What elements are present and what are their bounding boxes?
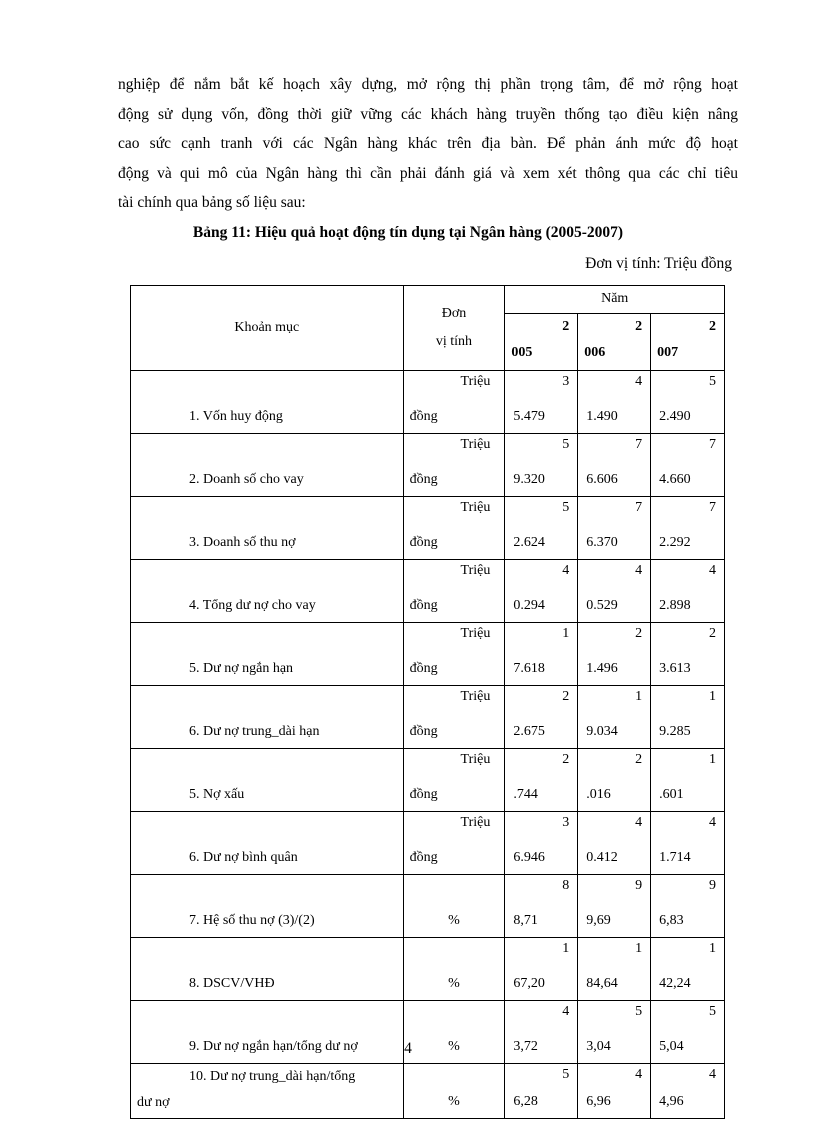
value-cell [578,497,651,560]
value-bottom: 0.529 [586,598,618,613]
header-unit-line1: Đơn [441,306,467,321]
value-bottom: 9.320 [513,472,545,487]
value-bottom: 0.294 [513,598,545,613]
row-unit [403,371,505,434]
value-top: 7 [635,500,643,515]
value-top: 7 [635,437,643,452]
value-top: 3 [562,374,570,389]
row-label-line2: dư nợ [137,1095,170,1110]
value-bottom: .601 [659,787,684,802]
value-cell [505,434,578,497]
value-top: 1 [562,941,570,956]
value-bottom: 4.660 [659,472,691,487]
row-label [131,1064,404,1119]
row-unit [403,623,505,686]
value-top: 4 [635,1067,643,1082]
unit-bottom: đồng [409,472,438,487]
unit-percent: % [448,976,460,991]
value-top: 1 [635,941,643,956]
value-bottom: 6.946 [513,850,545,865]
value-top: 5 [562,1067,570,1082]
value-cell [651,623,725,686]
value-top: 2 [562,689,570,704]
value-top: 1 [562,626,570,641]
value-bottom: 2.675 [513,724,545,739]
table-row [131,560,725,623]
table-row [131,371,725,434]
value-bottom: 6,96 [586,1094,611,1109]
value-cell [651,749,725,812]
value-cell [578,938,651,1001]
value-cell [505,623,578,686]
value-bottom: .744 [513,787,538,802]
unit-top: Triệu [460,626,491,641]
value-cell [505,938,578,1001]
header-year: 2 007 [651,313,725,370]
value-top: 4 [709,563,716,578]
value-top: 9 [709,878,716,893]
unit-top: Triệu [460,563,491,578]
value-bottom: 9.034 [586,724,618,739]
value-cell [651,686,725,749]
row-label: 6. Dư nợ bình quân [131,812,404,875]
value-top: 4 [562,563,570,578]
row-label: 5. Dư nợ ngắn hạn [131,623,404,686]
value-bottom: 8,71 [513,913,538,928]
value-bottom: 9.285 [659,724,691,739]
credit-table [130,285,725,1119]
value-bottom: 7.618 [513,661,545,676]
value-top: 4 [635,815,643,830]
row-unit [403,938,505,1001]
value-cell [578,686,651,749]
value-cell [505,875,578,938]
row-label: 1. Vốn huy động [131,371,404,434]
value-bottom: 2.898 [659,598,691,613]
unit-bottom: đồng [409,598,438,613]
value-cell [505,371,578,434]
table-row [131,497,725,560]
paragraph-line: nghiệp để nắm bắt kế hoạch xây dựng, mở rộng thị phần trọng tâm, để mở rộng hoạt [118,76,738,93]
unit-bottom: đồng [409,787,438,802]
unit-bottom: đồng [409,661,438,676]
table-row [131,686,725,749]
paragraph-line: tài chính qua bảng số liệu sau: [118,194,306,211]
value-bottom: 3,72 [513,1039,538,1054]
value-top: 1 [709,689,716,704]
value-cell [578,623,651,686]
row-label: 9. Dư nợ ngắn hạn/tổng dư nợ [131,1001,404,1064]
table-row [131,812,725,875]
value-bottom: 4,96 [659,1094,684,1109]
unit-bottom: đồng [409,409,438,424]
table-row [131,749,725,812]
value-top: 1 [709,752,716,767]
value-bottom: 5.479 [513,409,545,424]
row-label: 7. Hệ số thu nợ (3)/(2) [131,875,404,938]
value-top: 9 [635,878,643,893]
row-unit [403,875,505,938]
row-label: 5. Nợ xấu [131,749,404,812]
value-top: 1 [635,689,643,704]
value-bottom: 2.292 [659,535,691,550]
value-top: 5 [635,1004,643,1019]
row-label: 8. DSCV/VHĐ [131,938,404,1001]
unit-bottom: đồng [409,850,438,865]
header-unit [403,286,505,371]
value-top: 5 [562,500,570,515]
header-unit-line2: vị tính [435,334,473,349]
value-top: 2 [562,752,570,767]
table-row [131,434,725,497]
header-year: 2 006 [578,313,651,370]
row-unit [403,686,505,749]
value-top: 4 [709,815,716,830]
value-bottom: 9,69 [586,913,611,928]
unit-top: Triệu [460,815,491,830]
page-number: 4 [404,1040,412,1057]
value-top: 1 [709,941,716,956]
row-unit [403,1064,505,1119]
table-row [131,875,725,938]
row-label-line1: 10. Dư nợ trung_dài hạn/tổng [189,1069,356,1084]
row-label: 3. Doanh số thu nợ [131,497,404,560]
table-row [131,938,725,1001]
value-cell [578,875,651,938]
value-bottom: 1.714 [659,850,691,865]
value-cell [505,1064,578,1119]
value-cell [651,1064,725,1119]
row-unit [403,497,505,560]
paragraph-line: động và qui mô của Ngân hàng thì cần phải đánh giá và xem xét thông qua các chỉ tiêu [118,164,738,182]
table-caption: Bảng 11: Hiệu quả hoạt động tín dụng tại Ngân hàng (2005-2007) [192,224,624,241]
unit-percent: % [448,1039,460,1054]
table-row [131,1064,725,1119]
row-unit [403,434,505,497]
value-cell [578,560,651,623]
value-top: 8 [562,878,570,893]
intro-paragraph [118,70,738,218]
unit-bottom: đồng [409,535,438,550]
value-cell [651,497,725,560]
value-top: 5 [709,374,716,389]
value-top: 5 [709,1004,716,1019]
value-cell [505,686,578,749]
value-bottom: 5,04 [659,1039,684,1054]
header-year-group: Năm [505,286,725,314]
value-top: 4 [635,374,643,389]
value-top: 2 [709,626,716,641]
value-cell [505,749,578,812]
value-bottom: 6,83 [659,913,684,928]
value-cell [505,497,578,560]
value-bottom: 84,64 [586,976,618,991]
unit-note: Đơn vị tính: Triệu đồng [585,255,732,272]
value-cell [651,875,725,938]
value-cell [651,434,725,497]
unit-top: Triệu [460,437,491,452]
unit-top: Triệu [460,689,491,704]
row-unit [403,749,505,812]
value-top: 2 [635,626,643,641]
value-bottom: 1.496 [586,661,618,676]
value-cell [505,560,578,623]
value-bottom: 2.624 [513,535,545,550]
row-unit [403,560,505,623]
value-cell [505,812,578,875]
value-bottom: .016 [586,787,611,802]
header-year: 2 005 [505,313,578,370]
value-cell [651,560,725,623]
value-cell [651,938,725,1001]
row-label: 6. Dư nợ trung_dài hạn [131,686,404,749]
value-cell [578,749,651,812]
value-top: 7 [709,437,716,452]
paragraph-line: động sử dụng vốn, đồng thời giữ vững các khách hàng truyền thống tạo điều kiện nâng [118,105,738,123]
value-bottom: 67,20 [513,976,545,991]
value-cell [578,1064,651,1119]
value-cell [578,371,651,434]
value-bottom: 6,28 [513,1094,538,1109]
value-top: 4 [562,1004,570,1019]
table-row [131,623,725,686]
unit-percent: % [448,1094,460,1109]
value-top: 2 [635,752,643,767]
row-label: 4. Tổng dư nợ cho vay [131,560,404,623]
paragraph-line: cao sức cạnh tranh với các Ngân hàng khác trên địa bàn. Để phản ánh mức độ hoạt [118,135,738,152]
value-cell [578,812,651,875]
value-bottom: 3,04 [586,1039,611,1054]
value-bottom: 0.412 [586,850,618,865]
header-item: Khoản mục [131,286,404,371]
unit-top: Triệu [460,500,491,515]
value-cell [578,434,651,497]
value-bottom: 2.490 [659,409,691,424]
row-unit [403,812,505,875]
value-cell [651,812,725,875]
value-top: 5 [562,437,570,452]
value-bottom: 6.370 [586,535,618,550]
value-bottom: 42,24 [659,976,691,991]
value-bottom: 1.490 [586,409,618,424]
value-bottom: 3.613 [659,661,691,676]
unit-percent: % [448,913,460,928]
value-top: 7 [709,500,716,515]
row-label: 2. Doanh số cho vay [131,434,404,497]
value-top: 4 [635,563,643,578]
unit-top: Triệu [460,752,491,767]
unit-top: Triệu [460,374,491,389]
value-top: 3 [562,815,570,830]
value-top: 4 [709,1067,716,1082]
value-cell [651,371,725,434]
value-bottom: 6.606 [586,472,618,487]
unit-bottom: đồng [409,724,438,739]
